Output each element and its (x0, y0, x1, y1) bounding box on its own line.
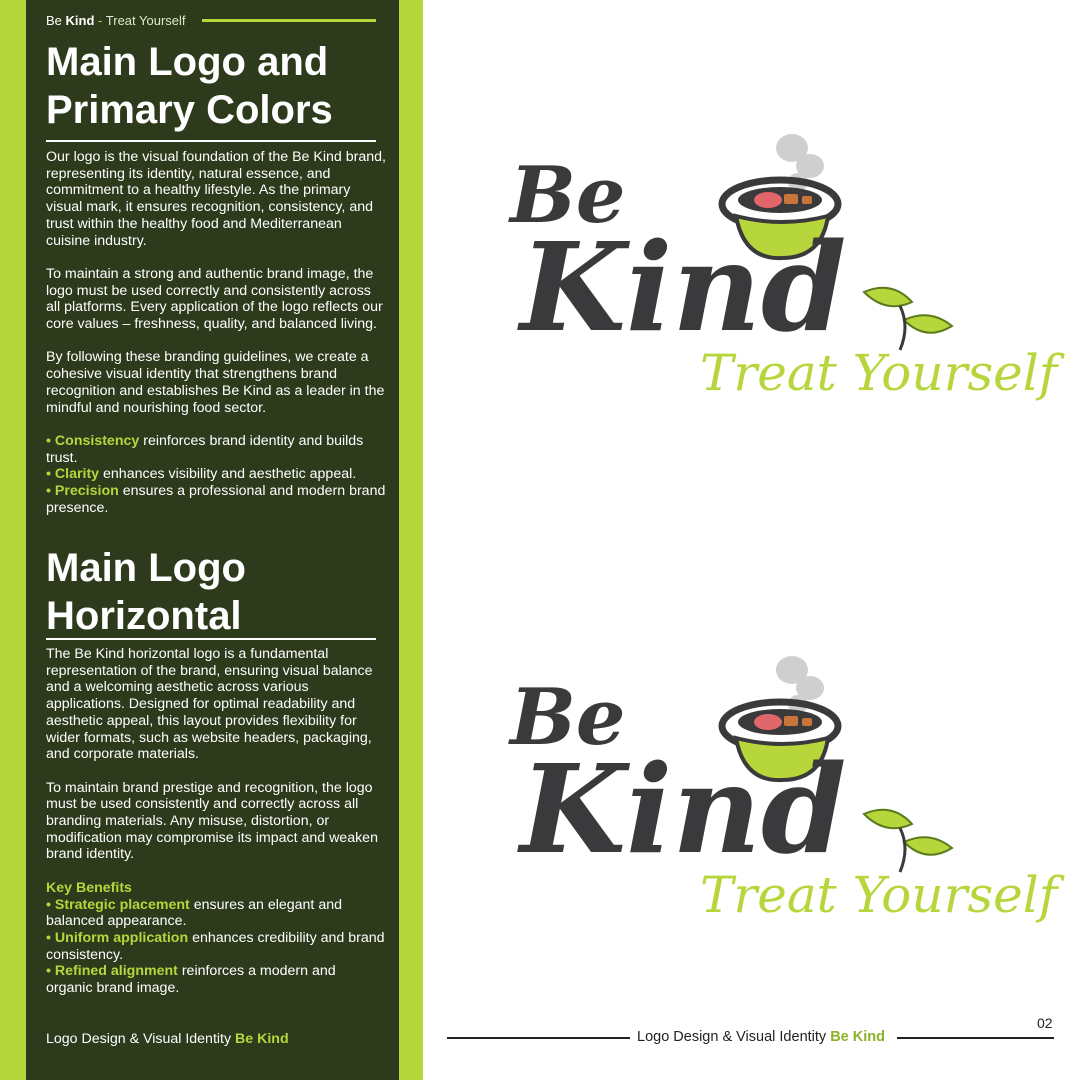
header-brand: Be Kind - Treat Yourself (46, 13, 186, 28)
section2-rule (46, 638, 376, 640)
leaf-icon (864, 288, 952, 350)
section1-title: Main Logo and Primary Colors (46, 40, 333, 132)
section2-body (46, 646, 386, 997)
footer-rule-left (447, 1037, 630, 1039)
section1-para3: By following these branding guidelines, we create a cohesive visual identity that strengthens brand recognition and establishes Be Kind as a leader in the mindful and nourishing food sector. (46, 349, 385, 416)
section1-body (46, 149, 386, 516)
section2-bullet: • Strategic placement ensures an elegant and balanced appearance. (46, 896, 342, 930)
section1-rule (46, 140, 376, 142)
section2-bullet: • Uniform application enhances credibility and brand consistency. (46, 929, 385, 963)
section1-para2: To maintain a strong and authentic brand image, the logo must be used correctly and consistently across all platforms. Every application of the logo reflects our core values – freshness, quality, and balanced living. (46, 265, 383, 333)
header-rule (202, 19, 376, 22)
left-accent-stripe (0, 0, 26, 1080)
section1-bullet: • Consistency reinforces brand identity and builds trust. (46, 432, 364, 466)
leaf-icon (864, 810, 952, 872)
footer-credit: Logo Design & Visual Identity Be Kind (637, 1029, 885, 1045)
header-tagline: Treat Yourself (105, 13, 186, 28)
section2-title: Main Logo Horizontal (46, 546, 246, 638)
logo-word-kind: Kind (520, 215, 847, 359)
section1-para1: Our logo is the visual foundation of the Be Kind brand, representing its identity, natural essence, and commitment to a healthy lifestyle. As the primary visual mark, it ensures recognition, consistency, and trust within the healthy food and Mediterranean cuisine industry. (46, 149, 386, 249)
logo-tagline: Treat Yourself (700, 344, 1058, 402)
logo-word-kind: Kind (520, 737, 847, 881)
section2-para1: The Be Kind horizontal logo is a fundamental representation of the brand, ensuring visual balance and a welcoming aesthetic across various applications. Designed for optimal readability and aesthetic appeal, this layout provides flexibility for wider formats, such as website headers, packaging, and corporate materials. (46, 646, 373, 763)
key-benefits-heading: Key Benefits (46, 879, 132, 896)
logo-word-be: Be (510, 672, 626, 763)
section2-bullet: • Refined alignment reinforces a modern and organic brand image. (46, 963, 336, 997)
logo-word-be: Be (510, 150, 626, 241)
left-footer-credit: Logo Design & Visual Identity Be Kind (46, 1031, 289, 1047)
be-kind-logo-primary (500, 120, 1058, 440)
section1-bullet: • Clarity enhances visibility and aesthetic appeal. (46, 466, 357, 483)
be-kind-logo-horizontal (500, 642, 1058, 962)
green-divider-stripe (399, 0, 423, 1080)
section1-bullet: • Precision ensures a professional and modern brand presence. (46, 483, 386, 516)
header-brand-name: Kind (65, 13, 95, 28)
section2-para2: To maintain brand prestige and recognition, the logo must be used consistently and correctly across all branding materials. Any misuse, distortion, or modification may compromise its impact and weaken brand identity. (46, 779, 378, 863)
logo-tagline: Treat Yourself (700, 866, 1058, 924)
page-number: 02 (1037, 1015, 1053, 1031)
footer-rule-right (897, 1037, 1054, 1039)
